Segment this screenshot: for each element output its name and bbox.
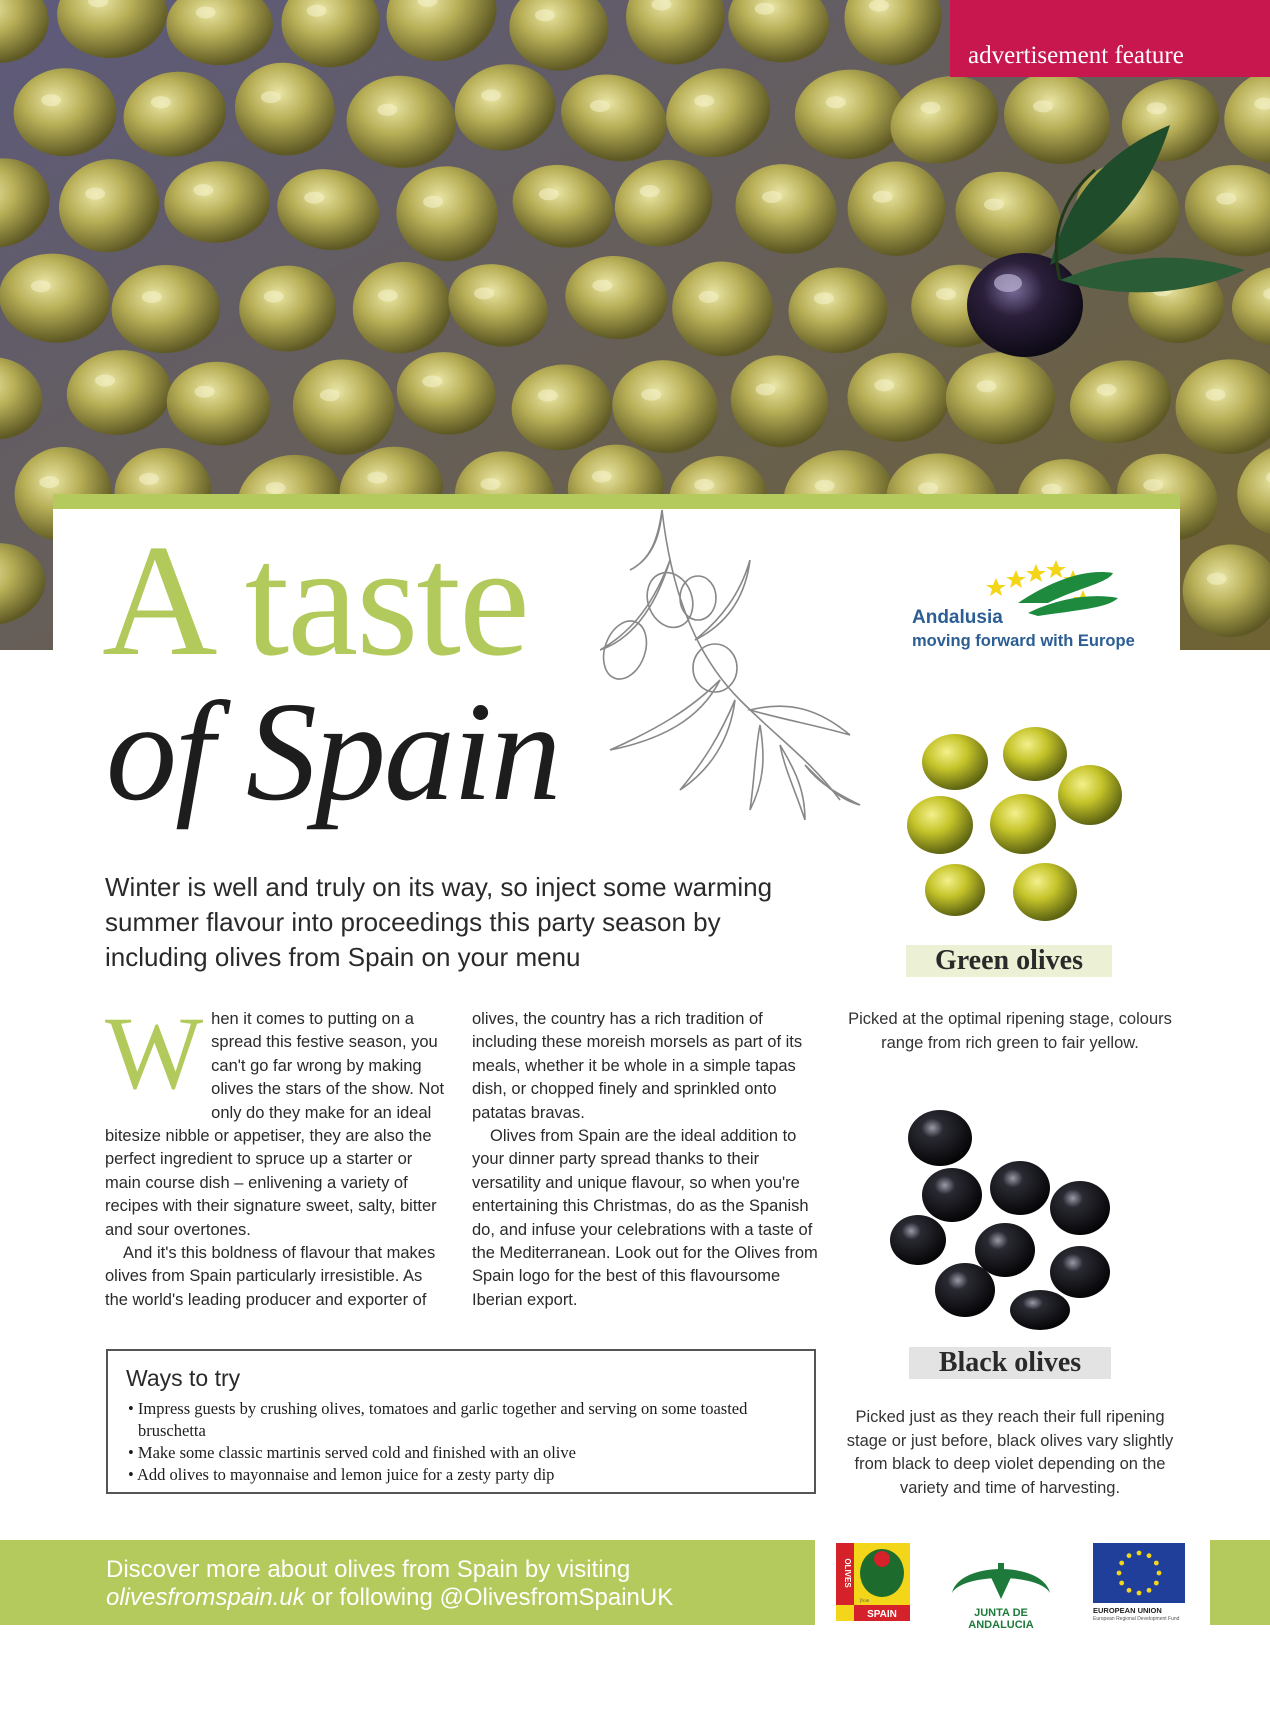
black-olives-image	[880, 1100, 1140, 1330]
olive-highlight	[918, 482, 938, 494]
olive-highlight	[535, 9, 555, 21]
junta-logo-text: JUNTA DE ANDALUCIA	[968, 1607, 1034, 1631]
ways-item: • Impress guests by crushing olives, tomatoes and garlic together and serving on some toasted bruschetta	[128, 1399, 748, 1440]
green-olives-image	[880, 720, 1140, 930]
olive-highlight	[976, 380, 996, 392]
olive-highlight	[31, 280, 51, 292]
olive-highlight	[590, 100, 610, 112]
olives-logo-from: from	[860, 1599, 870, 1604]
olive-highlight	[41, 94, 61, 106]
olive-highlight	[936, 288, 956, 300]
footer-line-1: Discover more about olives from Spain by visiting	[106, 1556, 631, 1583]
olive-highlight	[640, 185, 660, 197]
footer-cta	[106, 1556, 806, 1612]
olive-highlight	[1097, 384, 1117, 396]
olive-highlight	[320, 389, 340, 401]
olive-highlight	[539, 188, 559, 200]
eu-star-icon	[1127, 1553, 1132, 1558]
olive-highlight	[592, 470, 612, 482]
drop-cap: W	[105, 996, 204, 1111]
advertisement-feature-tag: advertisement feature	[950, 0, 1270, 77]
olive-highlight	[694, 479, 714, 491]
olive-highlight	[641, 389, 661, 401]
olive-highlight	[984, 199, 1004, 211]
olive-highlight	[151, 96, 171, 108]
olive-highlight	[815, 480, 835, 492]
eu-star-icon	[1127, 1588, 1132, 1593]
olive-highlight	[1147, 102, 1167, 114]
olive-highlight	[85, 188, 105, 200]
article-paragraph-2-continued: olives, the country has a rich tradition of including these moreish morsels as part of its meals, whether it be whole in a simple tapas dish, or chopped finely and sprinkled onto patatas bravas.	[472, 1010, 803, 1122]
ways-item: • Make some classic martinis served cold and finished with an olive	[128, 1443, 576, 1462]
olive-highlight	[1143, 479, 1163, 491]
eu-logo-subtext: European Regional Development Fund	[1093, 1616, 1180, 1622]
black-olive-accent	[967, 253, 1083, 357]
intro-standfirst: Winter is well and truly on its way, so inject some warming summer flavour into proceedings this party season by including olives from Spain on your menu	[105, 872, 773, 972]
olive-highlight	[367, 472, 387, 484]
olive-highlight	[694, 95, 714, 107]
olive-highlight	[826, 96, 846, 108]
olive-branch-illustration	[600, 500, 880, 820]
olive-highlight	[261, 91, 281, 103]
eu-star-icon	[1137, 1591, 1142, 1596]
eu-star-icon	[1154, 1561, 1159, 1566]
article-column-1	[105, 996, 445, 1312]
olive-highlight	[307, 5, 327, 17]
ways-item: • Add olives to mayonnaise and lemon juice for a zesty party dip	[128, 1465, 555, 1484]
olive-highlight	[423, 196, 443, 208]
eu-star-icon	[1147, 1553, 1152, 1558]
ways-to-try-title: Ways to try	[126, 1365, 241, 1391]
footer-line-2	[106, 1584, 806, 1612]
olives-logo-vertical-text: OLIVES	[843, 1558, 852, 1588]
olive-highlight	[142, 291, 162, 303]
european-union-flag-logo	[1093, 1543, 1185, 1603]
olive-highlight	[869, 0, 889, 12]
eu-star-icon	[1157, 1571, 1162, 1576]
eu-star-icon	[1147, 1588, 1152, 1593]
olive-highlight	[1216, 193, 1236, 205]
olive-highlight	[139, 473, 159, 485]
olives-logo-spain: SPAIN	[867, 1609, 897, 1620]
olive-highlight	[480, 478, 500, 490]
olive-highlight	[377, 104, 397, 116]
olive-highlight	[264, 291, 284, 303]
eu-star-icon	[1119, 1581, 1124, 1586]
eu-logo-text: EUROPEAN UNION	[1093, 1606, 1162, 1615]
black-olives-label: Black olives	[909, 1347, 1111, 1379]
green-olives-label: Green olives	[906, 945, 1112, 977]
footer-social-handle: or following @OlivesfromSpainUK	[304, 1584, 674, 1611]
headline-line-1: A taste	[102, 511, 528, 689]
olive-highlight	[921, 102, 941, 114]
olive-highlight	[1207, 573, 1227, 585]
olive-highlight	[874, 379, 894, 391]
eu-star-icon	[1119, 1561, 1124, 1566]
article-paragraph-1: hen it comes to putting on a spread this festive season, you can't go far wrong by making olives the stars of the show. Not only do they make for an ideal bitesize nibble or appetiser, they are also the perfect ingredient to spruce up a starter or main course dish – enlivening a variety of recipes with their signature sweet, salty, bitter and sour overtones.	[105, 1010, 445, 1239]
olive-highlight	[699, 291, 719, 303]
olive-highlight	[1206, 389, 1226, 401]
olive-highlight	[378, 290, 398, 302]
eu-star-icon	[1154, 1581, 1159, 1586]
olive-highlight	[814, 292, 834, 304]
black-olives-description: Picked just as they reach their full ripening stage or just before, black olives vary slightly from black to deep violet depending on the variety and time of harvesting.	[846, 1408, 1174, 1497]
olive-highlight	[422, 375, 442, 387]
olive-highlight	[196, 7, 216, 19]
olive-highlight	[266, 482, 286, 494]
olive-highlight	[762, 191, 782, 203]
olive-highlight	[755, 3, 775, 15]
olive-highlight	[304, 192, 324, 204]
olive-highlight	[481, 89, 501, 101]
eu-star-icon	[1117, 1571, 1122, 1576]
headline-line-2: of Spain	[106, 672, 560, 830]
green-olives-description: Picked at the optimal ripening stage, colours range from rich green to fair yellow.	[848, 1010, 1172, 1052]
ways-to-try-box	[106, 1349, 816, 1494]
andalusia-logo-name: Andalusia	[912, 607, 1003, 628]
eu-star-icon	[1137, 1551, 1142, 1556]
olive-highlight	[1033, 100, 1053, 112]
footer-website-link[interactable]: olivesfromspain.uk	[106, 1584, 305, 1611]
olive-highlight	[195, 386, 215, 398]
article-column-2	[472, 1008, 820, 1312]
olive-highlight	[193, 184, 213, 196]
olive-highlight	[39, 476, 59, 488]
article-paragraph-2: And it's this boldness of flavour that makes olives from Spain particularly irresistible. As the world's leading producer and exporter of	[105, 1244, 436, 1309]
olive-highlight	[95, 374, 115, 386]
olive-highlight	[756, 383, 776, 395]
olive-highlight	[592, 280, 612, 292]
olives-from-spain-logo	[836, 1543, 910, 1621]
olive-highlight	[474, 287, 494, 299]
andalusia-logo-tagline: moving forward with Europe	[912, 632, 1135, 650]
olive-highlight	[873, 191, 893, 203]
article-paragraph-3: Olives from Spain are the ideal addition to your dinner party spread thanks to their versatility and unique flavour, so when you're entertaining this Christmas, do as the Spanish do, and infuse your celebrations with a taste of the Mediterranean. Look out for the Olives from Spain logo for the best of this flavoursome Iberian export.	[472, 1127, 818, 1309]
olive-highlight	[538, 389, 558, 401]
